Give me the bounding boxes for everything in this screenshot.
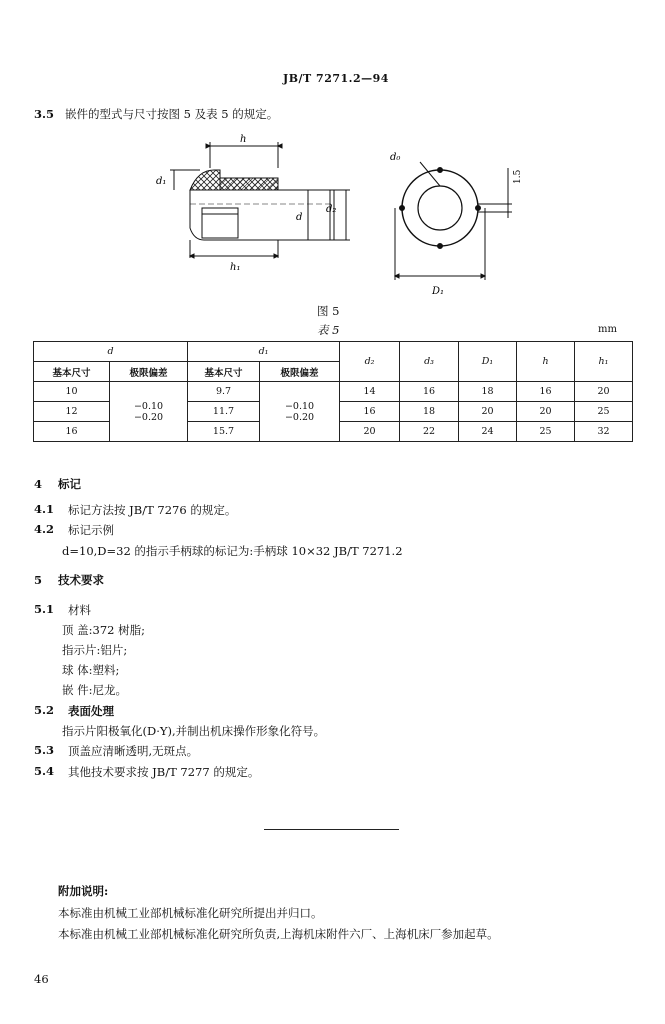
clause-text: 嵌件的型式与尺寸按图 5 及表 5 的规定。 <box>64 107 279 121</box>
clause-4-2-text: 标记示例 <box>68 523 114 537</box>
cell-d3: 16 <box>400 382 459 402</box>
label-d: d <box>296 212 303 223</box>
table-header-row-1 <box>34 342 633 362</box>
clause-5-3-number: 5.3 <box>34 743 55 757</box>
header-d3: d₃ <box>400 342 459 382</box>
cell-d-deviation <box>110 382 188 442</box>
clause-5-4-text: 其他技术要求按 JB/T 7277 的规定。 <box>68 765 260 779</box>
cell-d2: 16 <box>340 402 400 422</box>
cell-D1: 20 <box>459 402 517 422</box>
table-caption: 表 5 <box>317 323 340 337</box>
header-basic-size: 基本尺寸 <box>188 362 260 382</box>
clause-5-1-number: 5.1 <box>34 602 55 616</box>
clause-5-1-text: 材料 <box>68 603 91 617</box>
clause-5-2-number: 5.2 <box>34 703 55 717</box>
header-limit-deviation: 极限偏差 <box>260 362 340 382</box>
label-dim: 1.5 <box>513 169 523 184</box>
clause-4-2-number: 4.2 <box>34 522 55 536</box>
clause-number: 3.5 <box>34 107 55 121</box>
cell-h1: 25 <box>575 402 633 422</box>
appendix-line: 本标准由机械工业部机械标准化研究所负责,上海机床附件六厂、上海机床厂参加起草。 <box>58 927 499 941</box>
deviation-lower: −0.20 <box>133 411 164 423</box>
header-basic-size: 基本尺寸 <box>34 362 110 382</box>
cell-h: 20 <box>517 402 575 422</box>
marking-example: d=10,D=32 的指示手柄球的标记为:手柄球 10×32 JB/T 7271.2 <box>62 544 403 558</box>
clause-5-4-number: 5.4 <box>34 764 55 778</box>
table-5 <box>33 341 633 442</box>
label-d1-left: d₁ <box>156 176 167 187</box>
cell-d2: 14 <box>340 382 400 402</box>
clause-3-5 <box>34 106 278 122</box>
document-header: JB/T 7271.2—94 <box>283 72 389 85</box>
cell-d: 16 <box>34 422 110 442</box>
cell-d3: 22 <box>400 422 459 442</box>
deviation-lower: −0.20 <box>284 411 315 423</box>
cell-d1-deviation <box>260 382 340 442</box>
end-view <box>395 162 512 280</box>
label-d0: d₀ <box>390 152 401 163</box>
section-5-title <box>34 572 104 588</box>
header-limit-deviation: 极限偏差 <box>110 362 188 382</box>
appendix-title: 附加说明: <box>58 884 109 898</box>
cell-h1: 32 <box>575 422 633 442</box>
section-number: 5 <box>34 573 43 587</box>
label-h: h <box>240 134 247 145</box>
cell-d2: 20 <box>340 422 400 442</box>
cell-D1: 24 <box>459 422 517 442</box>
cell-h: 25 <box>517 422 575 442</box>
cell-D1: 18 <box>459 382 517 402</box>
table-unit: mm <box>598 324 617 335</box>
label-d2: d₂ <box>326 204 337 215</box>
header-h: h <box>517 342 575 382</box>
section-number: 4 <box>34 477 43 491</box>
clause-5-3-text: 顶盖应清晰透明,无斑点。 <box>68 744 199 758</box>
header-d: d <box>34 342 188 362</box>
cell-d1: 15.7 <box>188 422 260 442</box>
table-row <box>34 382 633 402</box>
clause-4-1-number: 4.1 <box>34 502 55 516</box>
section-title: 技术要求 <box>58 573 105 587</box>
material-item: 嵌 件:尼龙。 <box>62 683 128 697</box>
cell-d: 10 <box>34 382 110 402</box>
cell-d: 12 <box>34 402 110 422</box>
cell-h: 16 <box>517 382 575 402</box>
figure-5-drawing <box>150 128 540 300</box>
clause-5-2-text: 表面处理 <box>68 704 114 718</box>
cell-d3: 18 <box>400 402 459 422</box>
header-D1: D₁ <box>459 342 517 382</box>
appendix-line: 本标准由机械工业部机械标准化研究所提出并归口。 <box>58 906 323 920</box>
label-h1: h₁ <box>230 262 241 273</box>
material-item: 球 体:塑料; <box>62 663 120 677</box>
cell-d1: 11.7 <box>188 402 260 422</box>
header-d1: d₁ <box>188 342 340 362</box>
cell-h1: 20 <box>575 382 633 402</box>
label-D1: D₁ <box>432 286 445 297</box>
page-number: 46 <box>34 972 49 986</box>
deviation-upper: −0.10 <box>133 400 164 412</box>
material-item: 指示片:铝片; <box>62 643 128 657</box>
side-view <box>170 142 350 258</box>
insert-technical-drawing <box>150 128 540 300</box>
cell-d1: 9.7 <box>188 382 260 402</box>
section-title: 标记 <box>58 477 82 491</box>
deviation-upper: −0.10 <box>284 400 315 412</box>
header-d2: d₂ <box>340 342 400 382</box>
header-h1: h₁ <box>575 342 633 382</box>
figure-caption: 图 5 <box>317 304 340 318</box>
surface-treatment-text: 指示片阳极氧化(D·Y),并制出机床操作形象化符号。 <box>62 724 326 738</box>
section-4-title <box>34 476 81 492</box>
clause-4-1-text: 标记方法按 JB/T 7276 的规定。 <box>68 503 237 517</box>
material-item: 顶 盖:372 树脂; <box>62 623 146 637</box>
end-rule <box>264 829 399 830</box>
